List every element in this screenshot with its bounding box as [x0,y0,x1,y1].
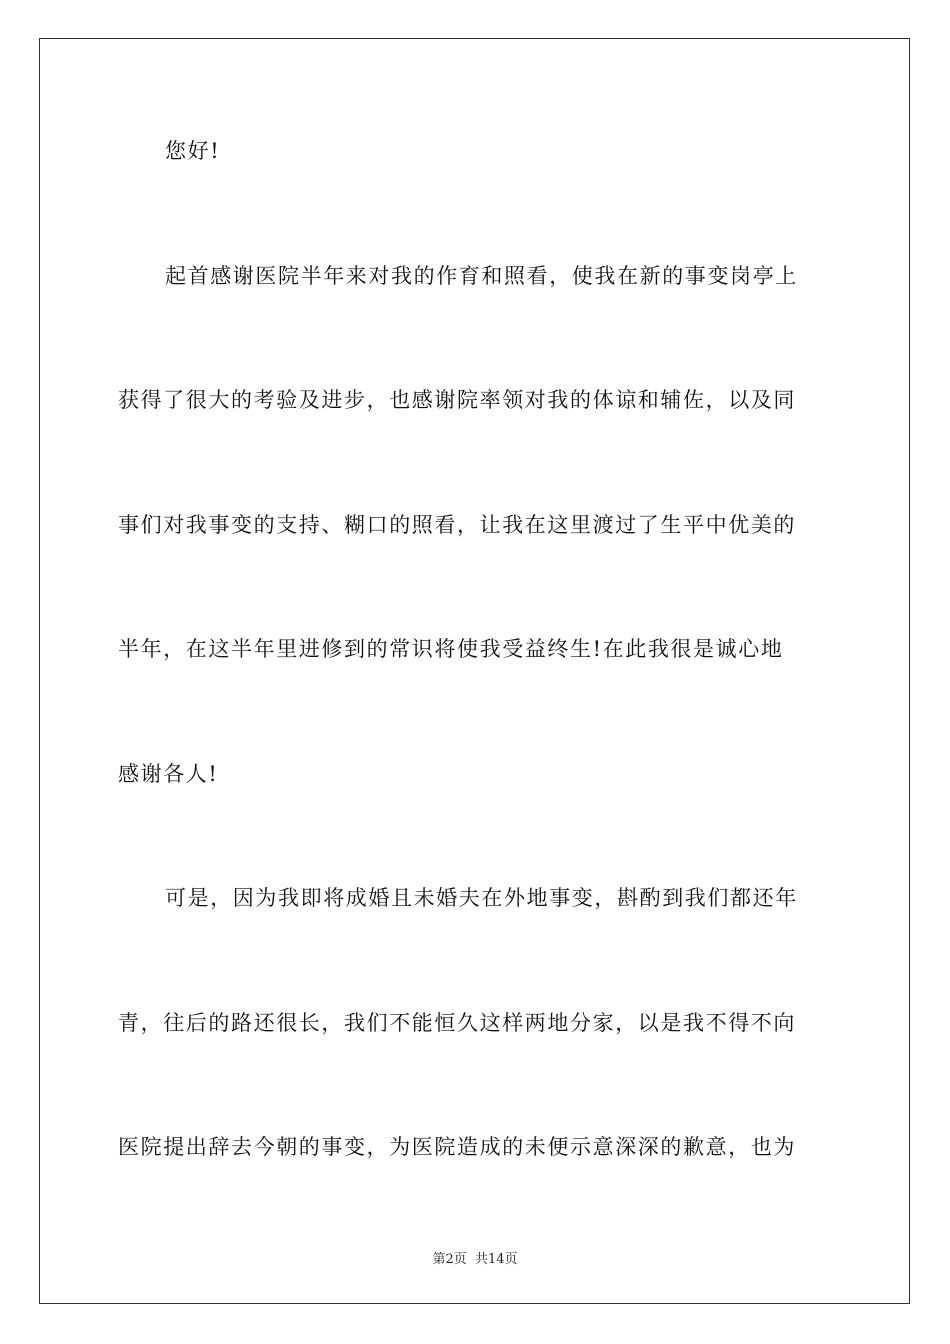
text-line: 半年，在这半年里进修到的常识将使我受益终生!在此我很是诚心地 [118,637,784,661]
text-line: 医院提出辞去今朝的事变，为医院造成的未便示意深深的歉意，也为 [118,1135,796,1159]
text-line: 事们对我事变的支持、糊口的照看，让我在这里渡过了生平中优美的 [118,513,796,537]
page-border [39,38,910,1304]
page-number: 第2页 [432,1252,467,1267]
text-line: 获得了很大的考验及进步，也感谢院率领对我的体谅和辅佐，以及同 [118,388,796,412]
total-pages: 共14页 [474,1252,518,1267]
page-footer [0,1248,950,1267]
text-line: 可是，因为我即将成婚且未婚夫在外地事变，斟酌到我们都还年 [165,886,798,910]
text-line-greeting: 您好! [165,139,221,163]
text-line: 起首感谢医院半年来对我的作育和照看，使我在新的事变岗亭上 [165,264,798,288]
text-line: 青，往后的路还很长，我们不能恒久这样两地分家，以是我不得不向 [118,1011,796,1035]
text-line: 感谢各人! [118,762,219,786]
